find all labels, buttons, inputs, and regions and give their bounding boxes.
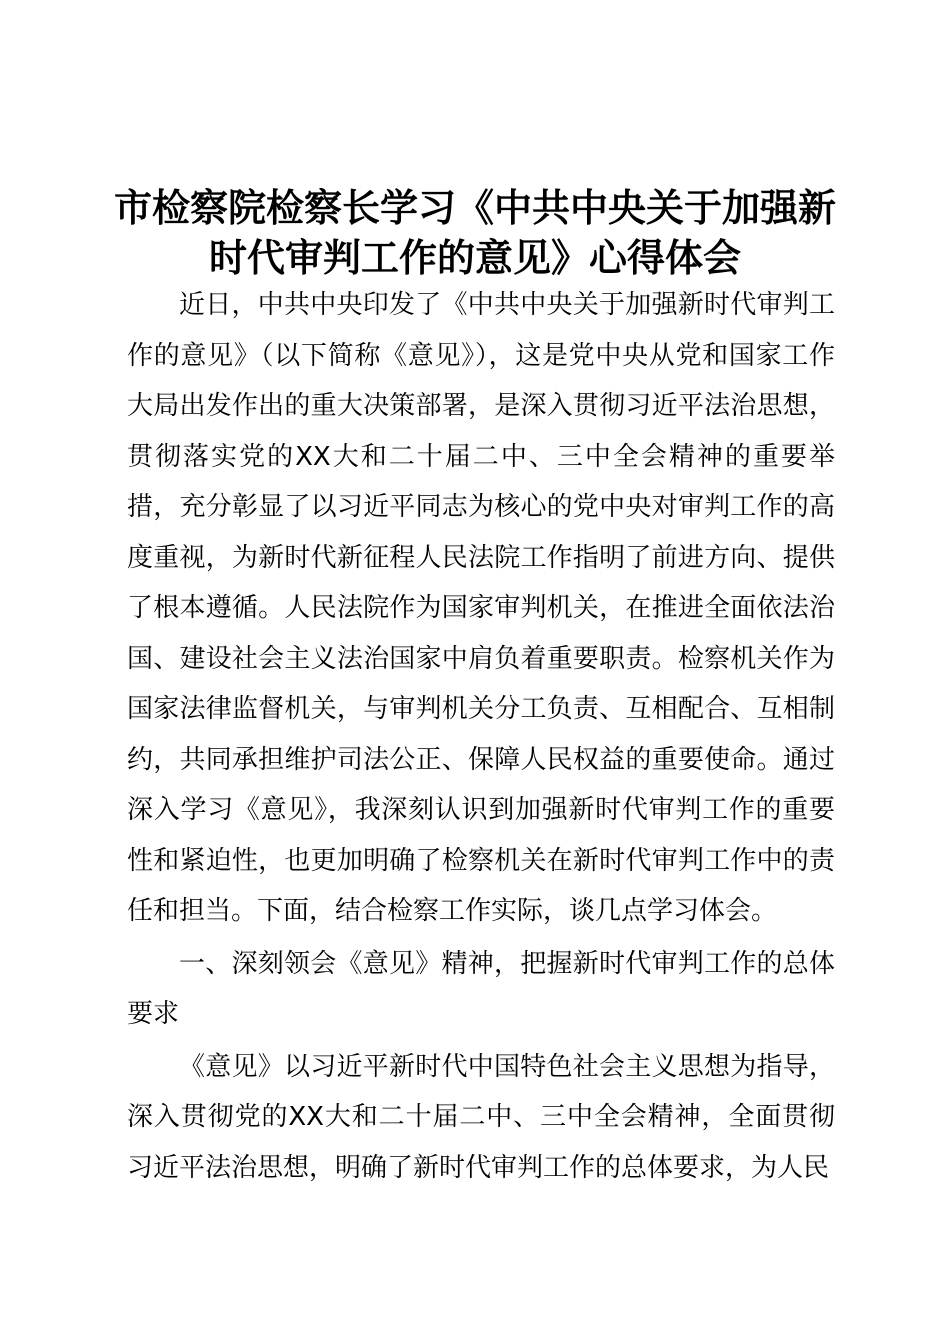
document-title: 市检察院检察长学习《中共中央关于加强新时代审判工作的意见》心得体会 bbox=[113, 186, 836, 280]
section-1-paragraph: 《意见》以习近平新时代中国特色社会主义思想为指导，深入贯彻党的XX大和二十届二中、三中全会精神，全面贯彻习近平法治思想，明确了新时代审判工作的总体要求，为人民 bbox=[127, 1051, 835, 1183]
intro-paragraph: 近日，中共中央印发了《中共中央关于加强新时代审判工作的意见》（以下简称《意见》），这是党中央从党和国家工作大局出发作出的重大决策部署，是深入贯彻习近平法治思想，贯彻落实党的XX大和二十届二中、三中全会精神的重要举措，充分彰显了以习近平同志为核心的党中央对审判工作的高度重视，为新时代新征程人民法院工作指明了前进方向、提供了根本遵循。人民法院作为国家审判机关，在推进全面依法治国、建设社会主义法治国家中肩负着重要职责。检察机关作为国家法律监督机关，与审判机关分工负责、互相配合、互相制约，共同承担维护司法公正、保障人民权益的重要使命。通过深入学习《意见》，我深刻认识到加强新时代审判工作的重要性和紧迫性，也更加明确了检察机关在新时代审判工作中的责任和担当。下面，结合检察工作实际，谈几点学习体会。 bbox=[127, 290, 835, 926]
section-heading-1: 一、深刻领会《意见》精神，把握新时代审判工作的总体要求 bbox=[127, 948, 835, 1029]
document-body bbox=[127, 280, 835, 1193]
